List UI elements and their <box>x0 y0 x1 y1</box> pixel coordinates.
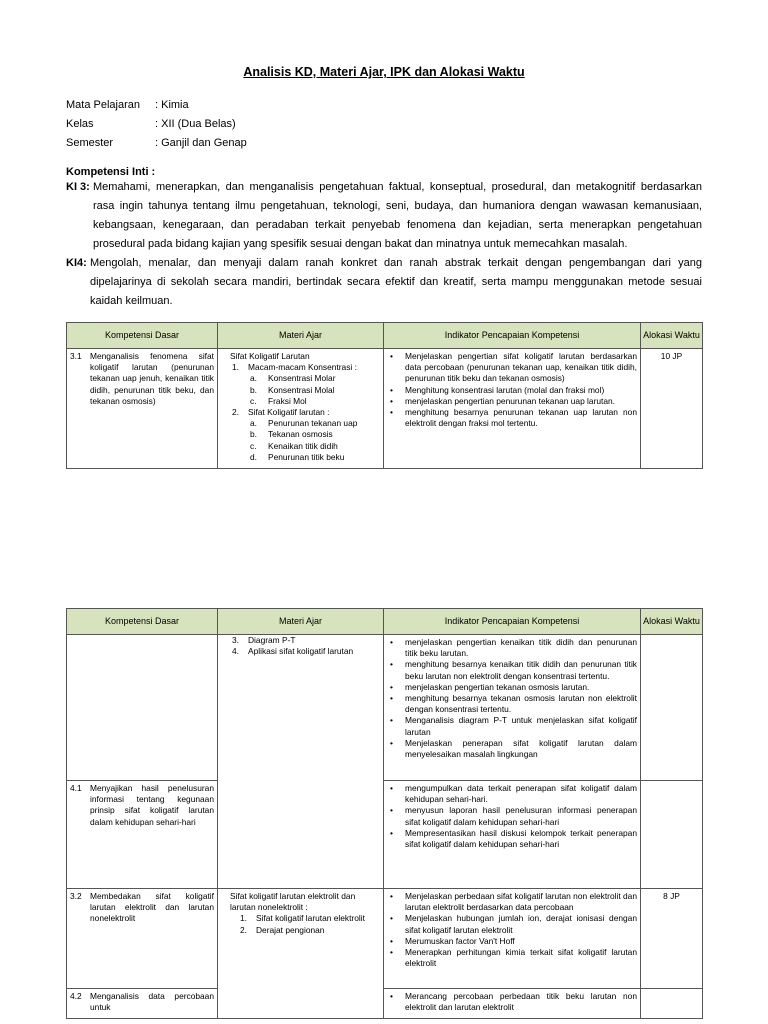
materi-number: 2. <box>240 924 247 935</box>
indikator-item: • menghitung besarnya tekanan osmosis larutan non elektrolit dengan konsentrasi tertentu. <box>387 693 637 715</box>
sub-letter: b. <box>250 429 257 440</box>
sub-label: Konsentrasi Molar <box>268 373 336 384</box>
materi-label: Sifat koligatif larutan elektrolit <box>256 913 365 924</box>
indikator-item: • Menjelaskan pengertian sifat koligatif larutan berdasarkan data percobaan (penurunan tekanan uap, kenaikan titik didih, penurunan titik beku dan tekanan osmosis) <box>387 351 637 385</box>
sub-label: Penurunan titik beku <box>268 451 345 462</box>
table-row <box>67 889 703 989</box>
sub-letter: a. <box>250 373 257 384</box>
materi-label: Diagram P-T <box>248 635 296 645</box>
table-row <box>67 989 703 1019</box>
indikator-item: • menyusun laporan hasil penelusuran informasi penerapan sifat koligatif dalam kehidupan sehari-hari <box>387 805 637 827</box>
ki-heading: Kompetensi Inti : <box>66 166 156 178</box>
kd-cell <box>67 989 218 1019</box>
indikator-item: • menghitung besarnya kenaikan titik didih dan penurunan titik beku larutan non elektrolit dengan konsentrasi tertentu. <box>387 659 637 681</box>
ki-label: KI 3: <box>66 181 90 193</box>
materi-subitem <box>248 373 380 384</box>
meta-mata-pelajaran <box>66 99 189 111</box>
header-alokasi-waktu: Alokasi Waktu <box>641 323 703 349</box>
materi-title: Sifat koligatif larutan elektrolit dan larutan nonelektrolit : <box>230 891 356 913</box>
indikator-item: • Menghitung konsentrasi larutan (molal dan fraksi mol) <box>387 385 637 396</box>
indikator-cell <box>384 349 641 469</box>
sub-letter: b. <box>250 384 257 395</box>
materi-subitem <box>248 441 380 452</box>
kd-table-2 <box>66 608 703 1019</box>
meta-kelas <box>66 118 236 130</box>
materi-number: 1. <box>232 362 239 373</box>
materi-subitem <box>248 429 380 440</box>
header-materi-ajar: Materi Ajar <box>218 609 384 635</box>
materi-cell <box>218 349 384 469</box>
kd-number: 3.2 <box>70 891 82 901</box>
indikator-cell <box>384 989 641 1019</box>
ki-4 <box>66 254 702 311</box>
table-row <box>67 781 703 889</box>
kd-cell <box>67 349 218 469</box>
header-materi-ajar: Materi Ajar <box>218 323 384 349</box>
ki-text: Memahami, menerapkan, dan menganalisis pengetahuan faktual, konseptual, prosedural, dan metakognitif berdasarkan rasa ingin tahunya tentang ilmu pengetahuan, teknologi, seni, budaya, dan humaniora dengan wawasan kemanusiaan, kebangsaan, kenegaraan, dan peradaban terkait penyebab fenomena dan kejadian, serta menerapkan pengetahuan prosedural pada bidang kajian yang spesifik sesuai dengan bakat dan minatnya untuk memecahkan masalah. <box>93 181 702 250</box>
materi-item <box>238 925 380 936</box>
materi-item <box>238 913 380 924</box>
indikator-item: • Menerapkan perhitungan kimia terkait sifat koligatif larutan elektrolit <box>387 947 637 969</box>
alokasi-cell: 8 JP <box>641 889 703 989</box>
kd-cell <box>67 781 218 889</box>
indikator-item: • Menjelaskan hubungan jumlah ion, derajat ionisasi dengan sifat koligatif larutan elektrolit <box>387 913 637 935</box>
materi-title: Sifat Koligatif Larutan <box>230 351 310 361</box>
indikator-item: • Merumuskan factor Van't Hoff <box>387 936 637 947</box>
materi-subitem <box>248 396 380 407</box>
materi-subitem <box>248 385 380 396</box>
kd-number: 3.1 <box>70 351 82 361</box>
materi-number: 4. <box>232 646 239 657</box>
indikator-item: • menjelaskan pengertian kenaikan titik didih dan penurunan titik beku larutan. <box>387 637 637 659</box>
indikator-cell <box>384 635 641 781</box>
sub-label: Tekanan osmosis <box>268 429 333 440</box>
header-alokasi-waktu: Alokasi Waktu <box>641 609 703 635</box>
table-header-row <box>67 609 703 635</box>
materi-item <box>230 362 380 407</box>
indikator-cell <box>384 781 641 889</box>
sub-letter: c. <box>250 440 257 451</box>
sub-label: Fraksi Mol <box>268 395 307 406</box>
header-indikator: Indikator Pencapaian Kompetensi <box>384 609 641 635</box>
materi-cell <box>218 889 384 1019</box>
indikator-item: • Menganalisis diagram P-T untuk menjelaskan sifat koligatif larutan <box>387 715 637 737</box>
indikator-item: • Merancang percobaan perbedaan titik beku larutan non elektrolit dan larutan elektrolit <box>387 991 637 1013</box>
materi-number: 1. <box>240 913 247 924</box>
alokasi-cell <box>641 989 703 1019</box>
header-indikator: Indikator Pencapaian Kompetensi <box>384 323 641 349</box>
ki-3 <box>66 178 702 254</box>
materi-label: Sifat Koligatif larutan : <box>248 407 330 418</box>
materi-item <box>230 407 380 463</box>
kd-cell <box>67 635 218 781</box>
header-kompetensi-dasar: Kompetensi Dasar <box>67 323 218 349</box>
alokasi-cell <box>641 635 703 781</box>
alokasi-cell: 10 JP <box>641 349 703 469</box>
meta-value: : Ganjil dan Genap <box>155 137 247 149</box>
materi-item <box>230 646 380 657</box>
sub-label: Konsentrasi Molal <box>268 384 335 395</box>
materi-label: Aplikasi sifat koligatif larutan <box>248 646 354 657</box>
kd-number: 4.2 <box>70 991 82 1001</box>
indikator-item: • mengumpulkan data terkait penerapan sifat koligatif dalam kehidupan sehari-hari. <box>387 783 637 805</box>
materi-label: Macam-macam Konsentrasi : <box>248 362 357 373</box>
indikator-item: • menghitung besarnya penurunan tekanan uap larutan non elektrolit dengan fraksi mol tertentu. <box>387 407 637 429</box>
materi-number: 2. <box>232 407 239 418</box>
materi-item <box>230 635 380 646</box>
indikator-item: • menjelaskan pengertian penurunan tekanan uap larutan. <box>387 396 637 407</box>
kd-number: 4.1 <box>70 783 82 793</box>
table-row <box>67 349 703 469</box>
table-header-row <box>67 323 703 349</box>
indikator-item: • Menjelaskan perbedaan sifat koligatif larutan non elektrolit dan larutan elektrolit berdasarkan data percobaan <box>387 891 637 913</box>
materi-subitem <box>248 418 380 429</box>
ki-text: Mengolah, menalar, dan menyaji dalam ranah konkret dan ranah abstrak terkait dengan pengembangan dari yang dipelajarinya di sekolah secara mandiri, bertindak secara efektif dan kreatif, serta mampu menggunakan metode sesuai kaidah keilmuan. <box>90 257 702 307</box>
meta-value: : XII (Dua Belas) <box>155 118 236 130</box>
indikator-item: • menjelaskan pengertian tekanan osmosis larutan. <box>387 682 637 693</box>
ki-label: KI4: <box>66 257 87 269</box>
sub-letter: a. <box>250 418 257 429</box>
kd-text: Membedakan sifat koligatif larutan elektrolit dan larutan nonelektrolit <box>90 891 214 924</box>
sub-label: Penurunan tekanan uap <box>268 418 358 429</box>
kd-text: Menganalisis fenomena sifat koligatif larutan (penurunan tekanan uap jenuh, kenaikan titik didih, penurunan titik beku, dan tekanan osmosis) <box>90 351 214 406</box>
sub-label: Kenaikan titik didih <box>268 440 338 451</box>
meta-key: Semester <box>66 137 114 149</box>
indikator-item: • Menjelaskan penerapan sifat koligatif larutan dalam menyelesaikan masalah lingkungan <box>387 738 637 760</box>
materi-subitem <box>248 452 380 463</box>
alokasi-cell <box>641 781 703 889</box>
sub-letter: c. <box>250 395 257 406</box>
kd-table-1 <box>66 322 703 469</box>
materi-label: Derajat pengionan <box>256 924 325 935</box>
page-title: Analisis KD, Materi Ajar, IPK dan Alokasi Waktu <box>243 65 525 79</box>
table-row <box>67 635 703 781</box>
indikator-cell <box>384 889 641 989</box>
materi-cell <box>218 635 384 889</box>
meta-key: Kelas <box>66 118 94 130</box>
indikator-item: • Mempresentasikan hasil diskusi kelompok terkait penerapan sifat koligatif dalam kehidupan sehari-hari <box>387 828 637 850</box>
kd-text: Menyajikan hasil penelusuran informasi tentang kegunaan prinsip sifat koligatif larutan dalam kehidupan sehari-hari <box>90 783 214 827</box>
meta-semester <box>66 137 247 149</box>
meta-value: : Kimia <box>155 99 189 111</box>
kd-cell <box>67 889 218 989</box>
kd-text: Menganalisis data percobaan untuk <box>90 991 214 1013</box>
sub-letter: d. <box>250 451 257 462</box>
materi-number: 3. <box>232 635 239 645</box>
meta-key: Mata Pelajaran <box>66 99 140 111</box>
header-kompetensi-dasar: Kompetensi Dasar <box>67 609 218 635</box>
